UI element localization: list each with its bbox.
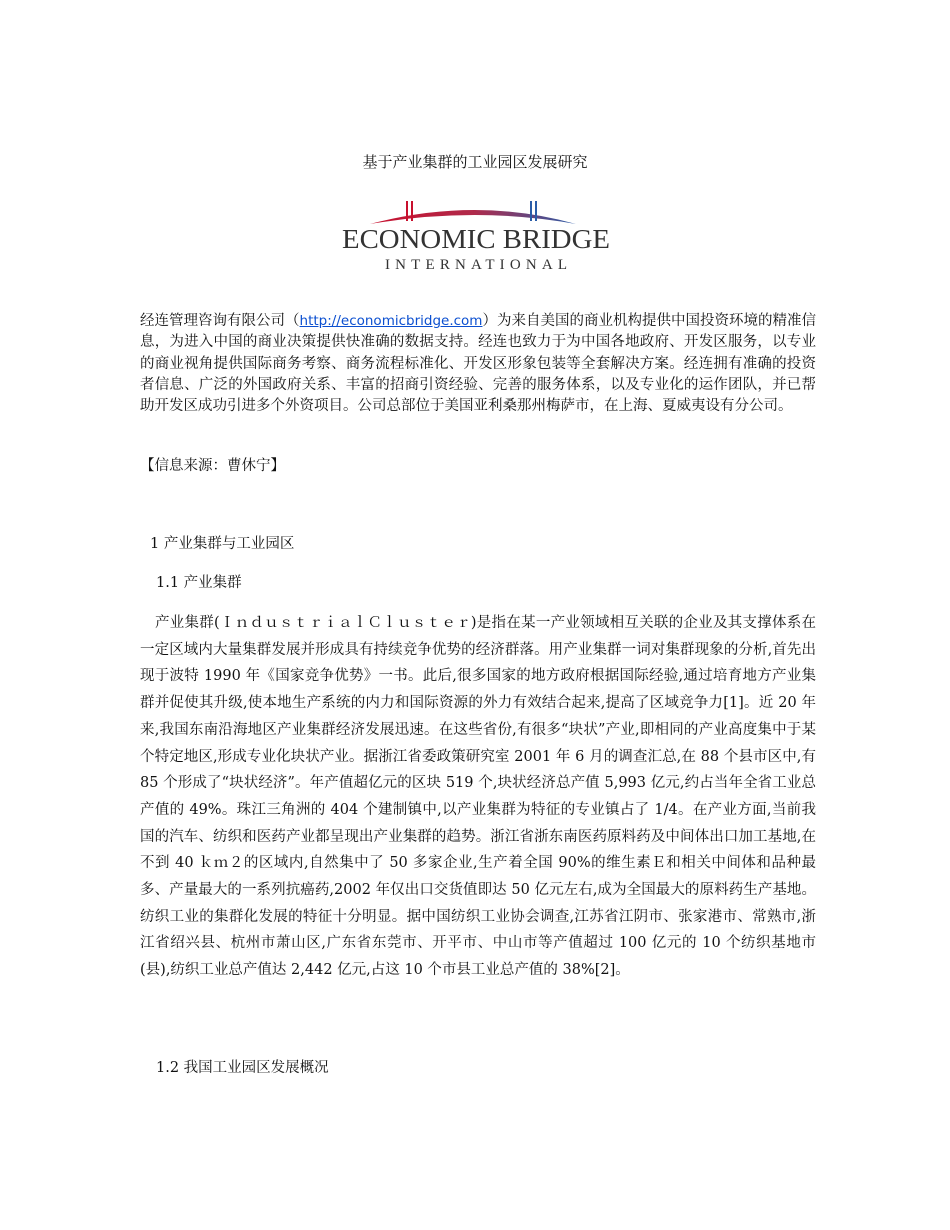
section-1-1-heading: 1.1 产业集群 xyxy=(156,575,242,591)
section-1-2-heading: 1.2 我国工业园区发展概况 xyxy=(156,1060,329,1076)
section-1-heading: 1 产业集群与工业园区 xyxy=(150,536,295,552)
company-website-link[interactable]: http://economicbridge.com xyxy=(299,313,483,329)
section-1-1-body: 产业集群(ＩｎｄｕｓｔｒｉａｌＣｌｕｓｔｅｒ)是指在某一产业领域相互关联的企业及其支撑体系在一定区域内大量集群发展并形成具有持续竞争优势的经济群落。用产业集群一词对集群现象的分析,首先出现于波特 1990 年《国家竞争优势》一书。此后,很多国家的地方政府根据国际经验,通过培育地方产业集群并促使其升级,使本地生产系统的内力和国际资源的外力有效结合起来,提高了区域竞争力[1]。近 20 年来,我国东南沿海地区产业集群经济发展迅速。在这些省份,有很多“块状”产业,即相同的产业高度集中于某个特定地区,形成专业化块状产业。据浙江省委政策研究室 2001 年 6 月的调查汇总,在 88 个县市区中,有 85 个形成了“块状经济”。年产值超亿元的区块 519 个,块状经济总产值 5,993 亿元,约占当年全省工业总产值的 49%。珠江三角洲的 404 个建制镇中,以产业集群为特征的专业镇占了 1/4。在产业方面,当前我国的汽车、纺织和医药产业都呈现出产业集群的趋势。浙江省浙东南医药原料药及中间体出口加工基地,在不到 40 ｋｍ２的区域内,自然集中了 50 多家企业,生产着全国 90%的维生素Ｅ和相关中间体和品种最多、产量最大的一系列抗癌药,2002 年仅出口交货值即达 50 亿元左右,成为全国最大的原料药生产基地。纺织工业的集群化发展的特征十分明显。据中国纺织工业协会调查,江苏省江阴市、张家港市、常熟市,浙江省绍兴县、杭州市萧山区,广东省东莞市、开平市、中山市等产值超过 100 亿元的 10 个纺织基地市(县),纺织工业总产值达 2,442 亿元,占这 10 个市县工业总产值的 38%[2]。 xyxy=(140,615,816,979)
economic-bridge-logo xyxy=(340,198,612,274)
intro-text-before-link: 经连管理咨询有限公司（ xyxy=(140,313,300,329)
info-source: 【信息来源：曹休宁】 xyxy=(140,458,285,474)
company-intro-paragraph xyxy=(140,311,816,417)
logo-line2: INTERNATIONAL xyxy=(385,257,567,273)
intro-text-after-link: ）为来自美国的商业机构提供中国投资环境的精准信息，为进入中国的商业决策提供快准确的数据支持。经连也致力于为中国各地政府、开发区服务，以专业的商业视角提供国际商务考察、商务流程标准化、开发区形象包装等全套解决方案。经连拥有准确的投资者信息、广泛的外国政府关系、丰富的招商引资经验、完善的服务体系，以及专业化的运作团队，并已帮助开发区成功引进多个外资项目。公司总部位于美国亚利桑那州梅萨市，在上海、夏威夷设有分公司。 xyxy=(140,313,817,415)
logo-line1: ECONOMIC BRIDGE xyxy=(342,224,610,254)
document-title: 基于产业集群的工业园区发展研究 xyxy=(362,153,588,171)
